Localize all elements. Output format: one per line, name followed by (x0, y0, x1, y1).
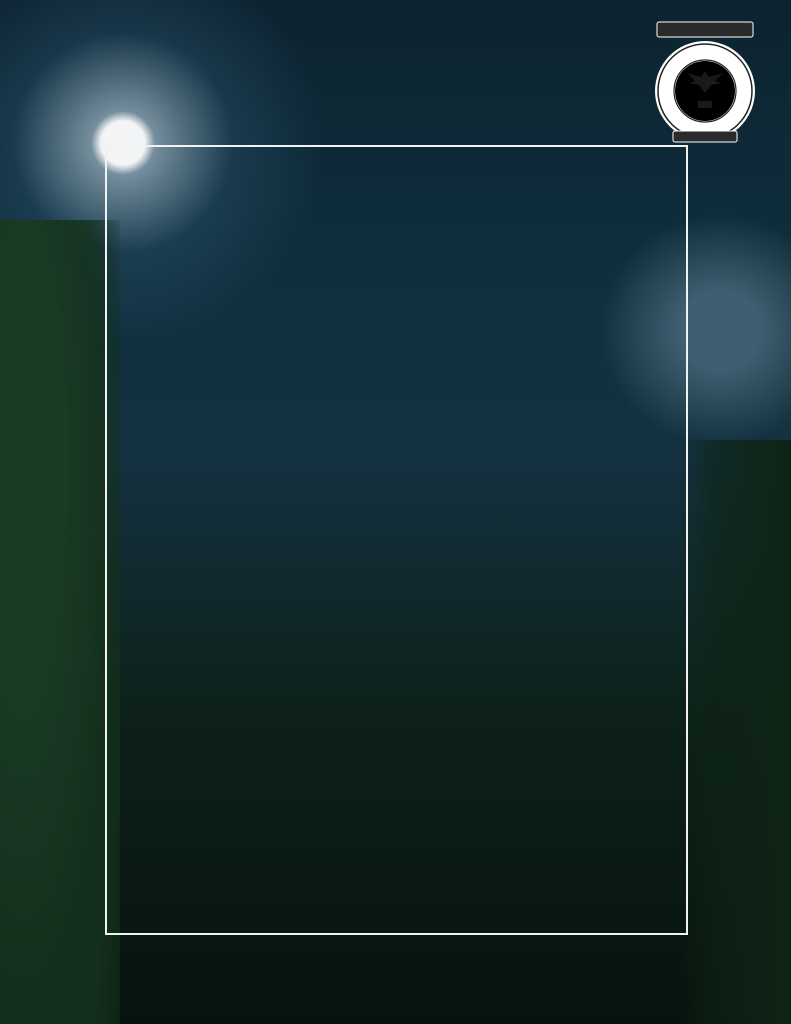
trees-left-decoration (0, 220, 120, 1024)
trees-right-decoration (681, 440, 791, 1024)
school-logo (647, 13, 763, 143)
schedule-table (105, 145, 688, 935)
